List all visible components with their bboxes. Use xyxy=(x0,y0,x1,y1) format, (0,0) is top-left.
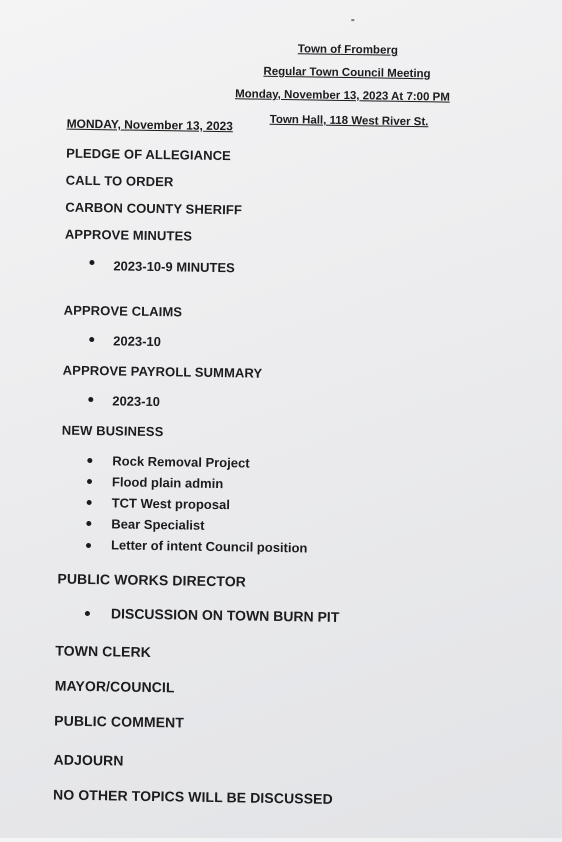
paper-speck xyxy=(351,19,354,21)
item-pledge: PLEDGE OF ALLEGIANCE xyxy=(66,145,232,164)
bullet-icon xyxy=(85,611,90,616)
item-adjourn: ADJOURN xyxy=(53,751,124,769)
bullet-icon xyxy=(88,397,93,402)
sub-new-business-item: TCT West proposal xyxy=(111,495,230,513)
agenda-date: MONDAY, November 13, 2023 xyxy=(66,116,234,134)
bullet-icon xyxy=(87,500,92,505)
bullet-icon xyxy=(86,521,91,526)
sub-new-business-item: Flood plain admin xyxy=(111,474,224,492)
bullet-icon xyxy=(86,543,91,548)
sub-new-business-item: Bear Specialist xyxy=(111,516,205,533)
meeting-datetime: Monday, November 13, 2023 At 7:00 PM xyxy=(235,88,450,104)
sub-claims: 2023-10 xyxy=(113,333,162,350)
item-sheriff: CARBON COUNTY SHERIFF xyxy=(65,199,243,218)
bullet-icon xyxy=(89,260,94,265)
sub-payroll: 2023-10 xyxy=(112,393,161,410)
meeting-location: Town Hall, 118 West River St. xyxy=(269,113,429,129)
bullet-icon xyxy=(89,337,94,342)
item-approve-minutes: APPROVE MINUTES xyxy=(64,226,193,244)
item-approve-payroll: APPROVE PAYROLL SUMMARY xyxy=(62,362,263,381)
sub-new-business-item: Rock Removal Project xyxy=(112,453,250,471)
sub-minutes: 2023-10-9 MINUTES xyxy=(113,258,235,276)
item-mayor-council: MAYOR/COUNCIL xyxy=(54,677,175,696)
item-approve-claims: APPROVE CLAIMS xyxy=(63,302,183,320)
item-public-works: PUBLIC WORKS DIRECTOR xyxy=(57,570,247,590)
item-town-clerk: TOWN CLERK xyxy=(55,642,152,661)
bullet-icon xyxy=(87,479,92,484)
bullet-icon xyxy=(87,458,92,463)
item-call-to-order: CALL TO ORDER xyxy=(65,172,174,190)
item-new-business: NEW BUSINESS xyxy=(61,422,164,440)
town-name: Town of Fromberg xyxy=(297,43,399,57)
sub-public-works: DISCUSSION ON TOWN BURN PIT xyxy=(110,605,340,625)
meeting-title: Regular Town Council Meeting xyxy=(263,65,431,81)
item-public-comment: PUBLIC COMMENT xyxy=(54,712,185,731)
item-no-other-topics: NO OTHER TOPICS WILL BE DISCUSSED xyxy=(52,786,333,807)
sub-new-business-item: Letter of intent Council position xyxy=(110,537,308,556)
